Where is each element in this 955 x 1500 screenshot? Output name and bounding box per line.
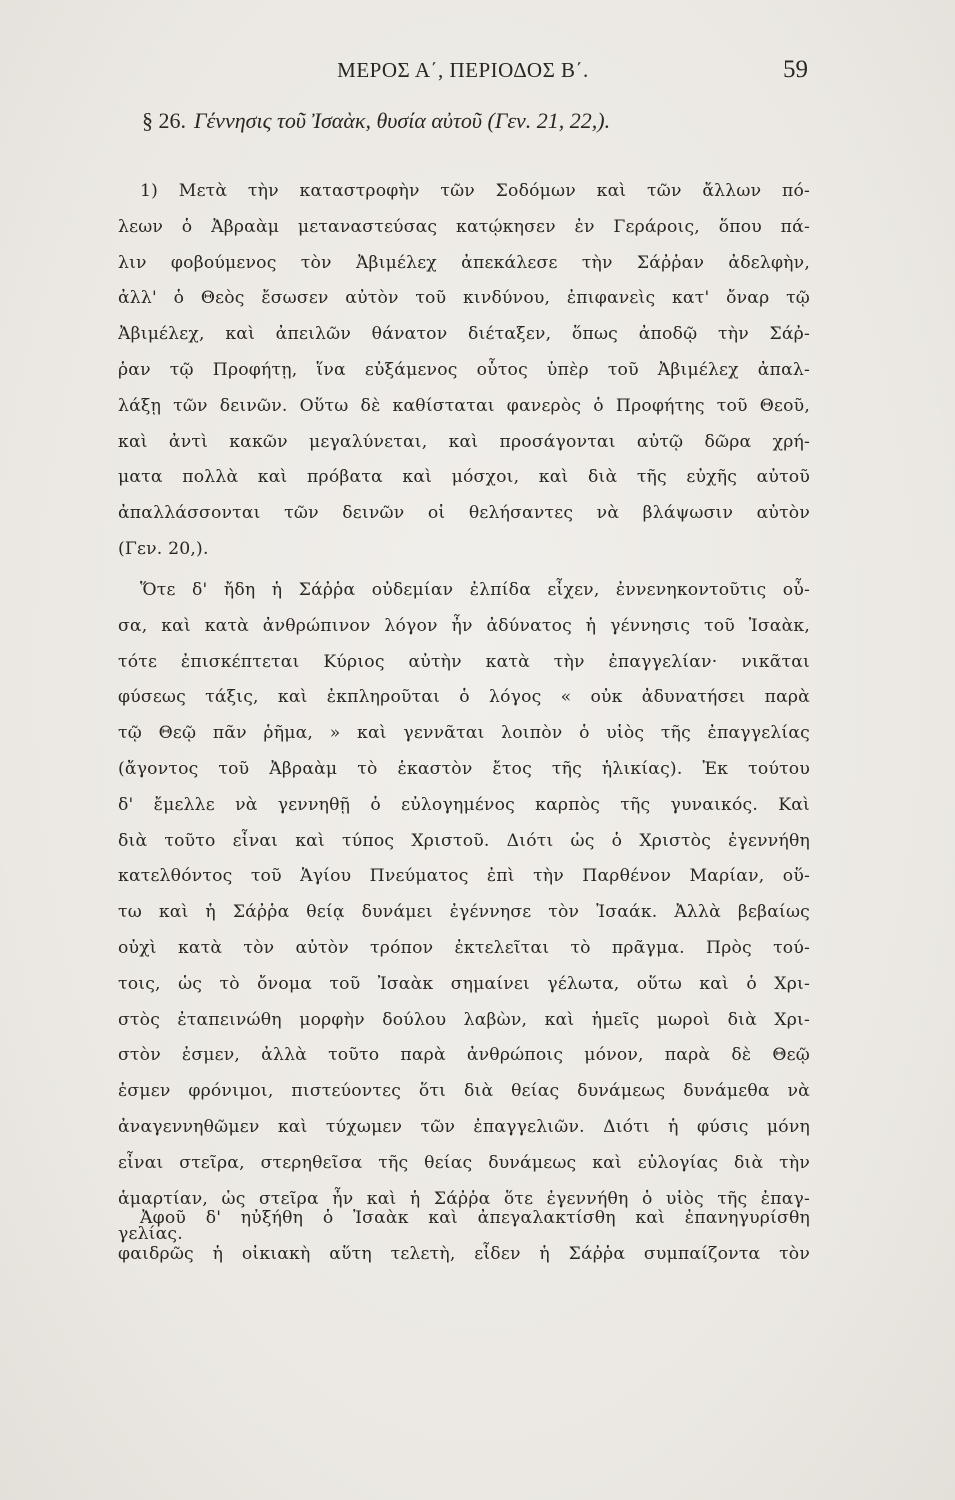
text-line: ἀλλ' ὁ Θεὸς ἔσωσεν αὐτὸν τοῦ κινδύνου, ἐπιφανεὶς κατ' ὄναρ τῷ xyxy=(118,288,810,309)
paragraph-1 xyxy=(118,174,810,568)
text-line: σα, καὶ κατὰ ἀνθρώπινον λόγον ἦν ἀδύνατος ἡ γέννησις τοῦ Ἰσαὰκ, xyxy=(118,615,810,636)
text-line: (Γεν. 20,). xyxy=(118,538,209,559)
section-title: Γέννησις τοῦ Ἰσαὰκ, θυσία αὐτοῦ (Γεν. 21, 22,). xyxy=(194,108,611,133)
text-line: στὸν ἐσμεν, ἀλλὰ τοῦτο παρὰ ἀνθρώποις μόνον, παρὰ δὲ Θεῷ xyxy=(118,1045,810,1066)
text-line: στὸς ἐταπεινώθη μορφὴν δούλου λαβὼν, καὶ ἡμεῖς μωροὶ διὰ Χρι- xyxy=(118,1009,810,1030)
text-line: γελίας. xyxy=(118,1224,183,1245)
text-line: λιν φοβούμενος τὸν Ἀβιμέλεχ ἀπεκάλεσε τὴν Σάῤῥαν ἀδελφὴν, xyxy=(118,252,810,273)
text-line: τοις, ὡς τὸ ὄνομα τοῦ Ἰσαὰκ σημαίνει γέλωτα, οὕτω καὶ ὁ Χρι- xyxy=(118,973,810,994)
text-line: τω καὶ ἡ Σάῤῥα θείᾳ δυνάμει ἐγέννησε τὸν Ἰσαάκ. Ἀλλὰ βεβαίως xyxy=(118,902,810,923)
paragraph-3 xyxy=(118,1201,810,1273)
text-line: ἀπαλλάσσονται τῶν δεινῶν οἱ θελήσαντες νὰ βλάψωσιν αὐτὸν xyxy=(118,503,810,524)
text-line: ἐσμεν φρόνιμοι, πιστεύοντες ὅτι διὰ θείας δυνάμεως δυνάμεθα νὰ xyxy=(118,1081,810,1102)
text-line: κατελθόντος τοῦ Ἁγίου Πνεύματος ἐπὶ τὴν Παρθένον Μαρίαν, οὕ- xyxy=(118,866,810,887)
text-line: 1) Μετὰ τὴν καταστροφὴν τῶν Σοδόμων καὶ τῶν ἄλλων πό- xyxy=(140,181,810,201)
text-line: λάξῃ τῶν δεινῶν. Οὕτω δὲ καθίσταται φανερὸς ὁ Προφήτης τοῦ Θεοῦ, xyxy=(118,395,810,416)
section-number: § 26. xyxy=(142,108,186,133)
text-line: Ἀφοῦ δ' ηὐξήθη ὁ Ἰσαὰκ καὶ ἀπεγαλακτίσθη καὶ ἐπανηγυρίσθη xyxy=(140,1208,810,1228)
page-number: 59 xyxy=(783,56,808,83)
text-line: τῷ Θεῷ πᾶν ῥῆμα, » καὶ γεννᾶται λοιπὸν ὁ υἱὸς τῆς ἐπαγγελίας xyxy=(118,723,810,744)
text-line: Ἀβιμέλεχ, καὶ ἀπειλῶν θάνατον διέταξεν, ὅπως ἀποδῷ τὴν Σάῤ- xyxy=(118,324,810,345)
text-line: τότε ἐπισκέπτεται Κύριος αὐτὴν κατὰ τὴν ἐπαγγελίαν· νικᾶται xyxy=(118,651,810,672)
text-line: δ' ἔμελλε νὰ γεννηθῇ ὁ εὐλογημένος καρπὸς τῆς γυναικός. Καὶ xyxy=(118,794,810,815)
page-header xyxy=(118,58,808,88)
text-line: ματα πολλὰ καὶ πρόβατα καὶ μόσχοι, καὶ διὰ τῆς εὐχῆς αὐτοῦ xyxy=(118,467,810,488)
text-line: διὰ τοῦτο εἶναι καὶ τύπος Χριστοῦ. Διότι ὡς ὁ Χριστὸς ἐγεννήθη xyxy=(118,830,810,851)
text-line: φύσεως τάξις, καὶ ἐκπληροῦται ὁ λόγος « οὐκ ἀδυνατήσει παρὰ xyxy=(118,687,810,708)
text-line: ἀναγεννηθῶμεν καὶ τύχωμεν τῶν ἐπαγγελιῶν. Διότι ἡ φύσις μόνη xyxy=(118,1116,810,1137)
running-head: ΜΕΡΟΣ Α΄, ΠΕΡΙΟΔΟΣ Β΄. xyxy=(337,58,589,82)
text-line: εἶναι στεῖρα, στερηθεῖσα τῆς θείας δυνάμεως καὶ εὐλογίας διὰ τὴν xyxy=(118,1152,810,1173)
text-line: (ἄγοντος τοῦ Ἀβραὰμ τὸ ἑκαστὸν ἔτος τῆς ἡλικίας). Ἐκ τούτου xyxy=(118,758,810,779)
text-line: οὐχὶ κατὰ τὸν αὐτὸν τρόπον ἐκτελεῖται τὸ πρᾶγμα. Πρὸς τού- xyxy=(118,937,810,958)
text-line: ἁμαρτίαν, ὡς στεῖρα ἦν καὶ ἡ Σάῤῥα ὅτε ἐγεννήθη ὁ υἱὸς τῆς ἐπαγ- xyxy=(118,1188,810,1209)
text-line: καὶ ἀντὶ κακῶν μεγαλύνεται, καὶ προσάγονται αὐτῷ δῶρα χρή- xyxy=(118,431,810,452)
text-line: λεων ὁ Ἀβραὰμ μεταναστεύσας κατῴκησεν ἐν Γεράροις, ὅπου πά- xyxy=(118,216,810,237)
paragraph-2 xyxy=(118,573,810,1253)
section-heading xyxy=(142,108,822,134)
text-line: Ὅτε δ' ἤδη ἡ Σάῤῥα οὐδεμίαν ἐλπίδα εἶχεν, ἐννενηκοντοῦτις οὖ- xyxy=(140,580,810,600)
text-line: φαιδρῶς ἡ οἰκιακὴ αὕτη τελετὴ, εἶδεν ἡ Σάῤῥα συμπαίζοντα τὸν xyxy=(118,1243,810,1264)
text-line: ῥαν τῷ Προφήτῃ, ἵνα εὐξάμενος οὗτος ὑπὲρ τοῦ Ἀβιμέλεχ ἀπαλ- xyxy=(118,359,810,380)
